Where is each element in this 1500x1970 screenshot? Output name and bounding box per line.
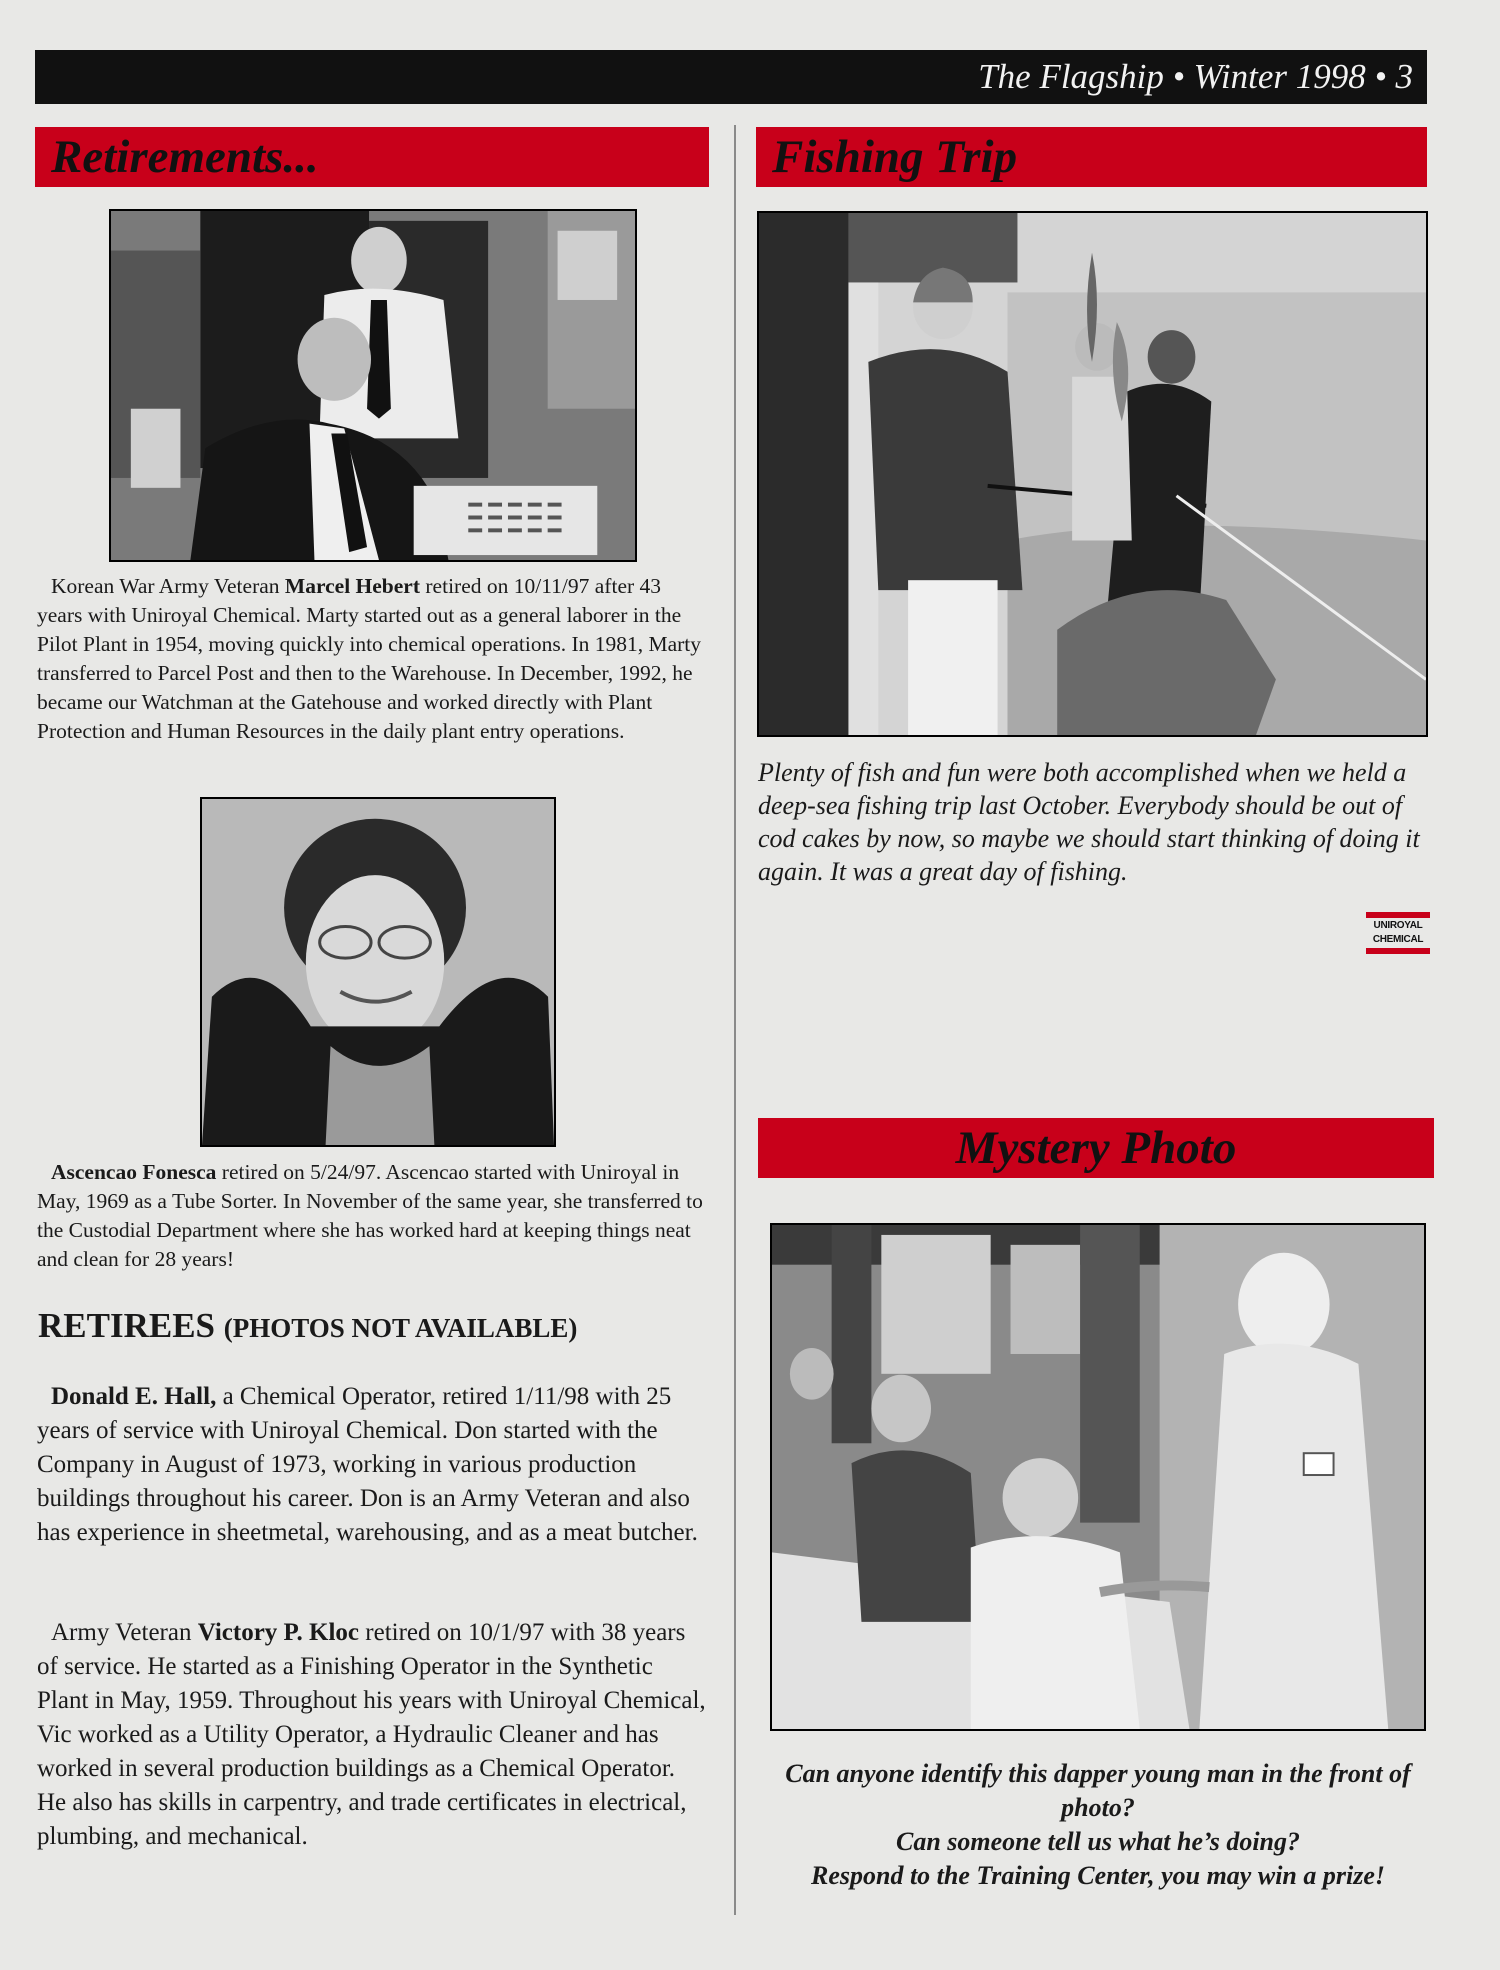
retirees-subheading: (PHOTOS NOT AVAILABLE)	[223, 1313, 578, 1343]
mystery-photo	[770, 1223, 1426, 1731]
mystery-photo-banner	[758, 1118, 1434, 1178]
fishing-trip-banner	[756, 127, 1427, 187]
uniroyal-chemical-logo: UNIROYAL CHEMICAL	[1366, 912, 1430, 954]
mystery-question-1: Can anyone identify this dapper young man in the front of photo?	[785, 1759, 1411, 1822]
fishing-trip-photo	[757, 211, 1428, 737]
retirees-heading: RETIREES (PHOTOS NOT AVAILABLE)	[38, 1306, 578, 1345]
mystery-question-2: Can someone tell us what he’s doing?	[895, 1827, 1301, 1856]
fishing-trip-caption: Plenty of fish and fun were both accomplished when we held a deep-sea fishing trip last October. Everybody should be out of cod cakes by now, so maybe we should start thinking of doing it again. It was a great day of fishing.	[758, 758, 1420, 886]
donald-hall-paragraph: Donald E. Hall, a Chemical Operator, retired 1/11/98 with 25 years of service with Uniroyal Chemical. Don started with the Company in August of 1973, working in various production buildings throughout his career. Don is an Army Veteran and also has experience in sheetmetal, warehousing, and as a meat butcher.	[37, 1383, 698, 1546]
donald-hall-name: Donald E. Hall,	[51, 1383, 217, 1410]
mystery-photo-title: Mystery Photo	[955, 1122, 1237, 1174]
ascencao-fonesca-photo	[200, 797, 556, 1147]
victory-kloc-paragraph: Army Veteran Victory P. Kloc retired on 10/1/97 with 38 years of service. He started as a Finishing Operator in the Synthetic Plant in May, 1959. Throughout his years with Uniroyal Chemical, Vic worked as a Utility Operator, a Hydraulic Cleaner and has worked in several production buildings as a Chemical Operator. He also has skills in carpentry, and trade certificates in electrical, plumbing, and mechanical.	[37, 1619, 706, 1850]
retirements-title: Retirements...	[51, 131, 319, 183]
marcel-hebert-photo	[109, 209, 637, 562]
ascencao-fonesca-paragraph: Ascencao Fonesca retired on 5/24/97. Ascencao started with Uniroyal in May, 1969 as a Tube Sorter. In November of the same year, she transferred to the Custodial Department where she has worked hard at keeping things neat and clean for 28 years!	[37, 1160, 703, 1271]
fishing-trip-title: Fishing Trip	[772, 131, 1018, 183]
victory-kloc-name: Victory P. Kloc	[197, 1619, 360, 1646]
masthead-bar	[35, 50, 1427, 104]
ascencao-fonesca-name: Ascencao Fonesca	[51, 1160, 217, 1184]
retirements-banner	[35, 127, 709, 187]
marcel-hebert-paragraph: Korean War Army Veteran Marcel Hebert retired on 10/11/97 after 43 years with Uniroyal Chemical. Marty started out as a general laborer in the Pilot Plant in 1954, moving quickly into chemical operations. In 1981, Marty transferred to Parcel Post and then to the Warehouse. In December, 1992, he became our Watchman at the Gatehouse and worked directly with Plant Protection and Human Resources in the daily plant entry operations.	[37, 574, 702, 743]
column-divider	[734, 125, 736, 1915]
mystery-photo-questions	[760, 1757, 1436, 1893]
mystery-question-3: Respond to the Training Center, you may win a prize!	[810, 1861, 1385, 1890]
marcel-hebert-name: Marcel Hebert	[284, 574, 421, 598]
masthead-title: The Flagship • Winter 1998 • 3	[978, 57, 1413, 96]
